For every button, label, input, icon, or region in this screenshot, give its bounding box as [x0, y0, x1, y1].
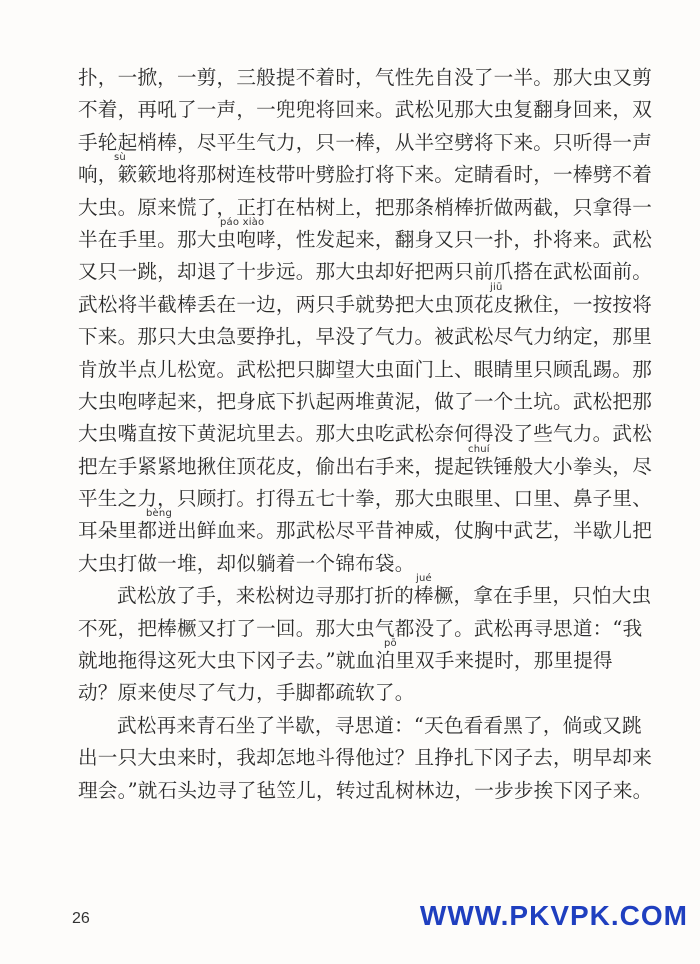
text-line: 大虫打做一堆，却似躺着一个锦布袋。 [78, 551, 415, 575]
watermark: WWW.PKVPK.COM [419, 900, 688, 931]
body-text [78, 62, 653, 807]
text-line: 出一只大虫来时，我却怎地斗得他过？且挣扎下冈子去，明早却来 [78, 746, 653, 770]
text-line: 动？原来使尽了气力，手脚都疏软了。 [78, 681, 415, 705]
paragraph-start: 武松放了手，来松树边寻那打折的棒橛，拿在手里，只怕大虫 [117, 584, 652, 608]
text-line: 大虫。原来慌了，正打在枯树上，把那条梢棒折做两截，只拿得一 [78, 195, 653, 219]
text-line: 大虫嘴直按下黄泥坑里去。那大虫吃武松奈何得没了些气力。武松 [78, 422, 653, 446]
text-line: 响，簌簌地将那树连枝带叶劈脸打将下来。定睛看时，一棒劈不着 [78, 163, 653, 187]
text-line: 下来。那只大虫急要挣扎，早没了气力。被武松尽气力纳定，那里 [78, 325, 653, 349]
text-line: 把左手紧紧地揪住顶花皮，偷出右手来，提起铁锤般大小拳头，尽 [78, 454, 653, 478]
text-line-with-pinyin [78, 281, 653, 321]
pinyin-annotation: jiū [490, 281, 503, 293]
text-line: 不死，把棒橛又打了一回。那大虫气都没了。武松再寻思道：“我 [78, 616, 643, 640]
page-number: 26 [72, 910, 90, 927]
text-line: 耳朵里都迸出鲜血来。那武松尽平昔神威，仗胸中武艺，半歇儿把 [78, 519, 653, 543]
text-line: 理会。”就石头边寻了毡笠儿，转过乱树林边，一步步挨下冈子来。 [78, 778, 653, 802]
text-line: 又只一跳，却退了十步远。那大虫却好把两只前爪搭在武松面前。 [78, 260, 653, 284]
text-line: 大虫咆哮起来，把身底下扒起两堆黄泥，做了一个土坑。武松把那 [78, 389, 653, 413]
text-line-with-pinyin [78, 638, 623, 677]
text-line-with-pinyin [78, 443, 653, 483]
text-line: 半在手里。那大虫咆哮，性发起来，翻身又只一扑，扑将来。武松 [78, 227, 653, 251]
text-line: 手轮起梢棒，尽平生气力，只一棒，从半空劈将下来。只听得一声 [78, 130, 653, 154]
text-line-with-pinyin [78, 216, 653, 256]
text-line: 肯放半点儿松宽。武松把只脚望大虫面门上、眼睛里只顾乱踢。那 [78, 357, 653, 381]
paragraph-start: 武松再来青石坐了半歇，寻思道：“天色看看黑了，倘或又跳 [117, 713, 642, 737]
pinyin-annotation: sù [114, 152, 126, 164]
pinyin-annotation: jué [416, 573, 432, 585]
text-line: 不着，再吼了一声，一兜兜将回来。武松见那大虫复翻身回来，双 [78, 98, 653, 122]
pinyin-annotation: bèng [146, 508, 172, 520]
text-line-with-pinyin [78, 508, 653, 547]
text-line: 平生之力，只顾打。打得五七十拳，那大虫眼里、口里、鼻子里、 [78, 487, 653, 511]
text-line: 扑，一掀，一剪，三般提不着时，气性先自没了一半。那大虫又剪 [78, 66, 653, 89]
pinyin-annotation: páo xiào [220, 216, 265, 228]
pinyin-annotation: chuí [468, 443, 490, 455]
text-line-with-pinyin [78, 573, 652, 612]
text-line-with-pinyin [78, 152, 653, 191]
text-line: 武松将半截棒丢在一边，两只手就势把大虫顶花皮揪住，一按按将 [78, 292, 653, 316]
pinyin-annotation: pō [384, 638, 397, 650]
text-line: 就地拖得这死大虫下冈子去。”就血泊里双手来提时，那里提得 [78, 649, 613, 673]
